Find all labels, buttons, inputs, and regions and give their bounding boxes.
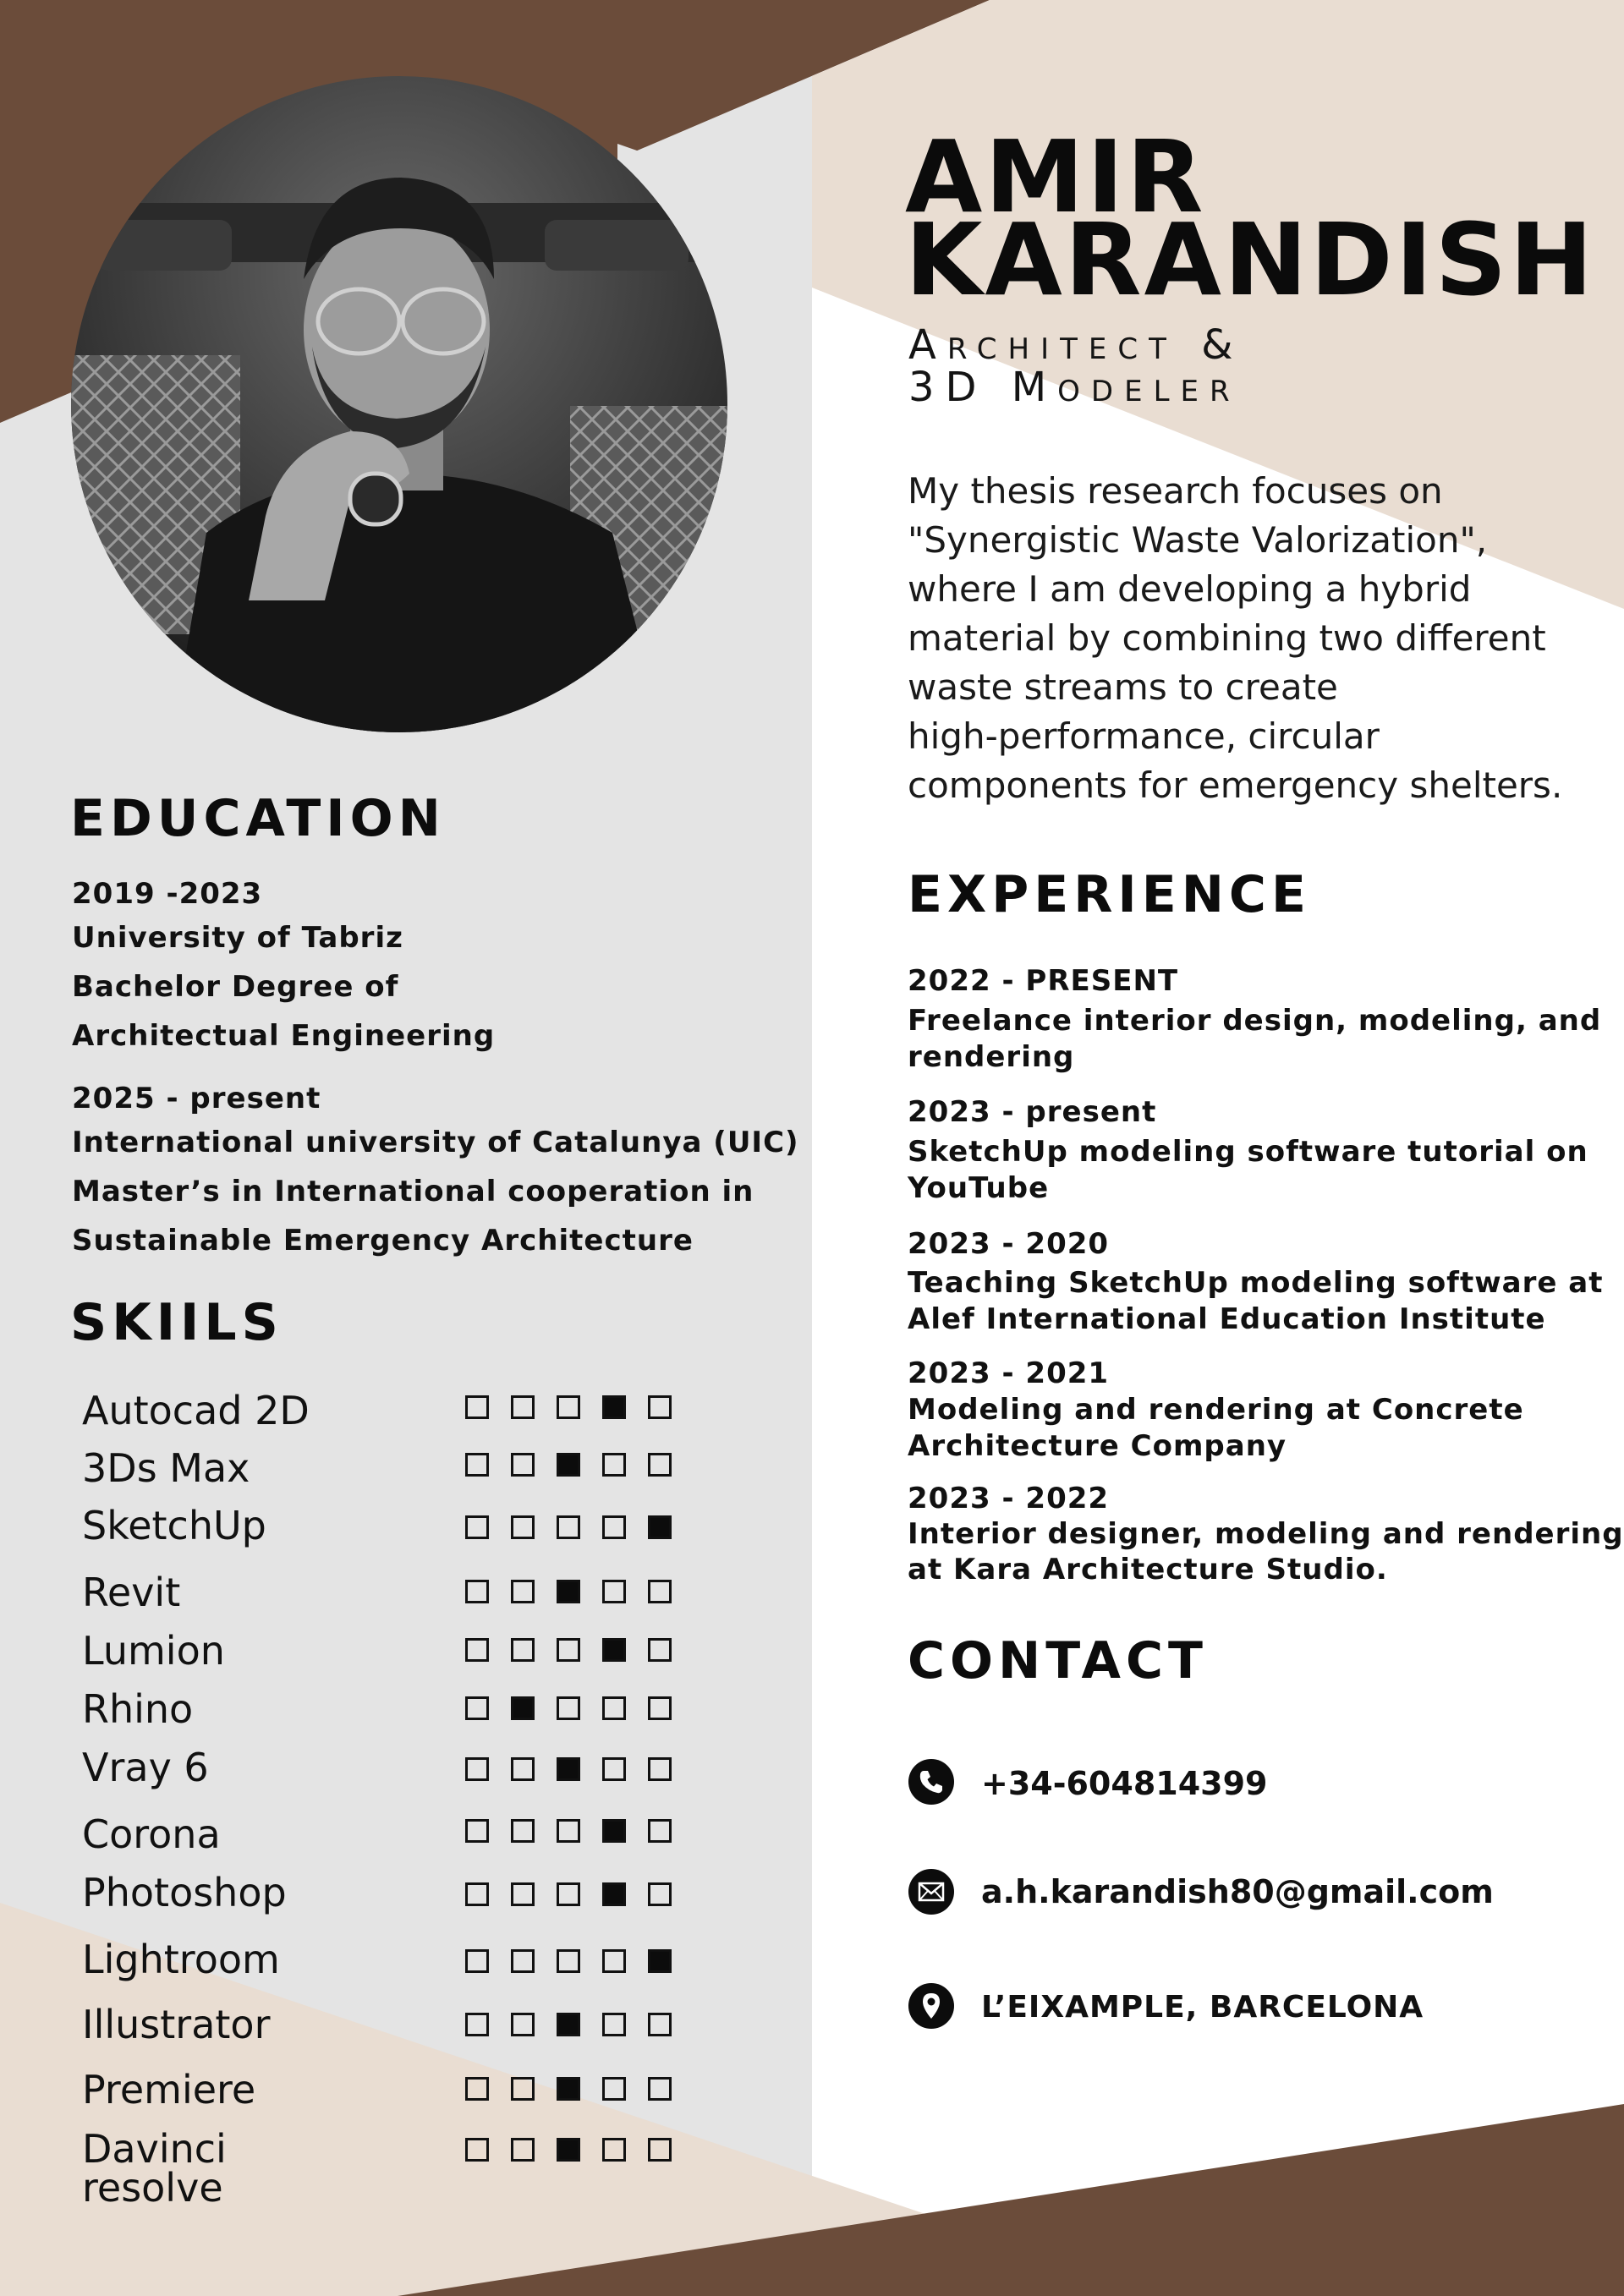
- rating-square-empty: [511, 1638, 535, 1662]
- profile-photo: [71, 76, 727, 732]
- rating-square-empty: [465, 1453, 489, 1477]
- experience-line: SketchUp modeling software tutorial on: [908, 1135, 1588, 1169]
- rating-square-empty: [511, 2013, 535, 2036]
- education-line: University of Tabriz: [72, 921, 403, 955]
- rating-square-empty: [465, 1949, 489, 1973]
- contact-heading: CONTACT: [908, 1631, 1208, 1690]
- rating-square-empty: [511, 1580, 535, 1603]
- summary-line: My thesis research focuses on: [908, 470, 1443, 512]
- rating-square-filled: [648, 1515, 672, 1539]
- skill-name: Vray 6: [82, 1745, 209, 1790]
- rating-square-empty: [465, 1515, 489, 1539]
- location-text: L’EIXAMPLE, BARCELONA: [981, 1990, 1424, 2025]
- rating-square-empty: [465, 1757, 489, 1781]
- education-years: 2025 - present: [72, 1082, 321, 1115]
- skill-name-line: Davinci: [82, 2126, 227, 2172]
- skill-name: SketchUp: [82, 1503, 266, 1548]
- skill-name: Revit: [82, 1570, 181, 1615]
- skill-name: Premiere: [82, 2067, 256, 2112]
- rating-square-empty: [602, 2013, 626, 2036]
- rating-square-empty: [511, 1453, 535, 1477]
- skill-name: Photoshop: [82, 1870, 287, 1915]
- skill-rating: [465, 1515, 672, 1543]
- skill-rating: [465, 1882, 672, 1910]
- rating-square-filled: [511, 1696, 535, 1720]
- skill-rating: [465, 1580, 672, 1607]
- rating-square-empty: [465, 2013, 489, 2036]
- skill-rating: [465, 1819, 672, 1846]
- summary-line: "Synergistic Waste Valorization",: [908, 519, 1488, 561]
- email-link[interactable]: a.h.karandish80@gmail.com: [981, 1873, 1494, 1910]
- experience-line: Alef International Education Institute: [908, 1302, 1546, 1336]
- rating-square-empty: [602, 1696, 626, 1720]
- rating-square-empty: [602, 2077, 626, 2101]
- rating-square-empty: [602, 1515, 626, 1539]
- skill-name: [82, 2126, 227, 2211]
- experience-line: at Kara Architecture Studio.: [908, 1553, 1388, 1586]
- rating-square-filled: [557, 1453, 580, 1477]
- skill-rating: [465, 1638, 672, 1665]
- skill-rating: [465, 2077, 672, 2104]
- rating-square-empty: [602, 1757, 626, 1781]
- job-title-line-2: 3D Modeler: [908, 364, 1241, 411]
- rating-square-empty: [465, 2138, 489, 2162]
- experience-years: 2023 - 2022: [908, 1482, 1110, 1515]
- rating-square-empty: [648, 2138, 672, 2162]
- experience-line: Architecture Company: [908, 1429, 1287, 1463]
- phone-icon: [908, 1759, 954, 1805]
- rating-square-empty: [557, 1819, 580, 1843]
- skill-name: Corona: [82, 1811, 221, 1857]
- rating-square-filled: [602, 1819, 626, 1843]
- rating-square-filled: [557, 2138, 580, 2162]
- rating-square-empty: [557, 1696, 580, 1720]
- rating-square-empty: [511, 2077, 535, 2101]
- mail-icon: [908, 1869, 954, 1915]
- rating-square-empty: [602, 1453, 626, 1477]
- rating-square-empty: [602, 2138, 626, 2162]
- skill-name: 3Ds Max: [82, 1445, 250, 1491]
- name-last: KARANDISH: [905, 201, 1596, 318]
- skill-name: Lightroom: [82, 1937, 280, 1982]
- education-line: International university of Catalunya (UIC): [72, 1126, 799, 1159]
- skill-rating: [465, 1395, 672, 1422]
- rating-square-empty: [465, 1882, 489, 1906]
- experience-years: 2023 - 2020: [908, 1227, 1110, 1261]
- rating-square-empty: [557, 1515, 580, 1539]
- rating-square-empty: [648, 2077, 672, 2101]
- experience-line: rendering: [908, 1040, 1075, 1074]
- experience-years: 2023 - 2021: [908, 1356, 1110, 1390]
- rating-square-empty: [465, 1819, 489, 1843]
- skill-rating: [465, 2013, 672, 2040]
- rating-square-filled: [602, 1638, 626, 1662]
- education-line: Sustainable Emergency Architecture: [72, 1224, 694, 1258]
- rating-square-empty: [465, 1696, 489, 1720]
- job-title-line-1: Architect &: [908, 321, 1244, 369]
- rating-square-empty: [648, 1453, 672, 1477]
- education-years: 2019 -2023: [72, 877, 263, 911]
- experience-line: YouTube: [908, 1171, 1050, 1205]
- experience-heading: EXPERIENCE: [908, 865, 1311, 924]
- rating-square-filled: [602, 1395, 626, 1419]
- rating-square-filled: [557, 1580, 580, 1603]
- skill-rating: [465, 1453, 672, 1480]
- summary-line: where I am developing a hybrid: [908, 568, 1472, 610]
- skill-rating: [465, 2138, 672, 2165]
- skill-rating: [465, 1696, 672, 1723]
- experience-line: Modeling and rendering at Concrete: [908, 1393, 1524, 1427]
- skill-name: Lumion: [82, 1628, 225, 1674]
- rating-square-empty: [648, 1819, 672, 1843]
- skill-name: Autocad 2D: [82, 1388, 310, 1433]
- rating-square-empty: [648, 1882, 672, 1906]
- rating-square-empty: [511, 1395, 535, 1419]
- rating-square-empty: [511, 1882, 535, 1906]
- skill-name: Illustrator: [82, 2002, 271, 2047]
- name-first: AMIR: [905, 118, 1206, 235]
- rating-square-empty: [511, 1819, 535, 1843]
- rating-square-empty: [602, 1580, 626, 1603]
- rating-square-empty: [648, 1638, 672, 1662]
- skill-rating: [465, 1949, 672, 1976]
- summary-line: high-performance, circular: [908, 715, 1380, 757]
- rating-square-empty: [648, 1580, 672, 1603]
- education-line: Architectual Engineering: [72, 1019, 496, 1053]
- rating-square-empty: [511, 1949, 535, 1973]
- rating-square-empty: [648, 1696, 672, 1720]
- rating-square-empty: [602, 1949, 626, 1973]
- education-heading: EDUCATION: [70, 789, 446, 848]
- rating-square-empty: [557, 1949, 580, 1973]
- skill-name-line: resolve: [82, 2165, 223, 2211]
- rating-square-empty: [511, 1515, 535, 1539]
- summary-line: material by combining two different: [908, 617, 1546, 659]
- experience-line: Interior designer, modeling and rendering: [908, 1517, 1624, 1551]
- experience-line: Freelance interior design, modeling, and: [908, 1004, 1602, 1038]
- rating-square-empty: [465, 2077, 489, 2101]
- rating-square-filled: [648, 1949, 672, 1973]
- education-line: Master’s in International cooperation in: [72, 1175, 754, 1208]
- skill-name: Rhino: [82, 1686, 194, 1732]
- rating-square-empty: [557, 1882, 580, 1906]
- experience-years: 2023 - present: [908, 1095, 1157, 1129]
- portrait-photo: [71, 76, 727, 732]
- rating-square-empty: [511, 1757, 535, 1781]
- summary-line: components for emergency shelters.: [908, 764, 1563, 806]
- rating-square-filled: [557, 2077, 580, 2101]
- rating-square-empty: [557, 1638, 580, 1662]
- rating-square-filled: [557, 2013, 580, 2036]
- rating-square-empty: [648, 2013, 672, 2036]
- rating-square-empty: [465, 1395, 489, 1419]
- rating-square-empty: [648, 1395, 672, 1419]
- rating-square-empty: [648, 1757, 672, 1781]
- rating-square-filled: [602, 1882, 626, 1906]
- summary-line: waste streams to create: [908, 666, 1338, 708]
- education-line: Bachelor Degree of: [72, 970, 399, 1004]
- skills-heading: SKIILS: [70, 1293, 283, 1352]
- rating-square-empty: [465, 1580, 489, 1603]
- summary-paragraph: [908, 467, 1618, 810]
- rating-square-empty: [465, 1638, 489, 1662]
- phone-link[interactable]: +34-604814399: [981, 1765, 1268, 1802]
- rating-square-filled: [557, 1757, 580, 1781]
- skill-rating: [465, 1757, 672, 1784]
- experience-years: 2022 - PRESENT: [908, 964, 1179, 998]
- rating-square-empty: [557, 1395, 580, 1419]
- experience-line: Teaching SketchUp modeling software at: [908, 1266, 1604, 1300]
- location-pin-icon: [908, 1983, 954, 2029]
- rating-square-empty: [511, 2138, 535, 2162]
